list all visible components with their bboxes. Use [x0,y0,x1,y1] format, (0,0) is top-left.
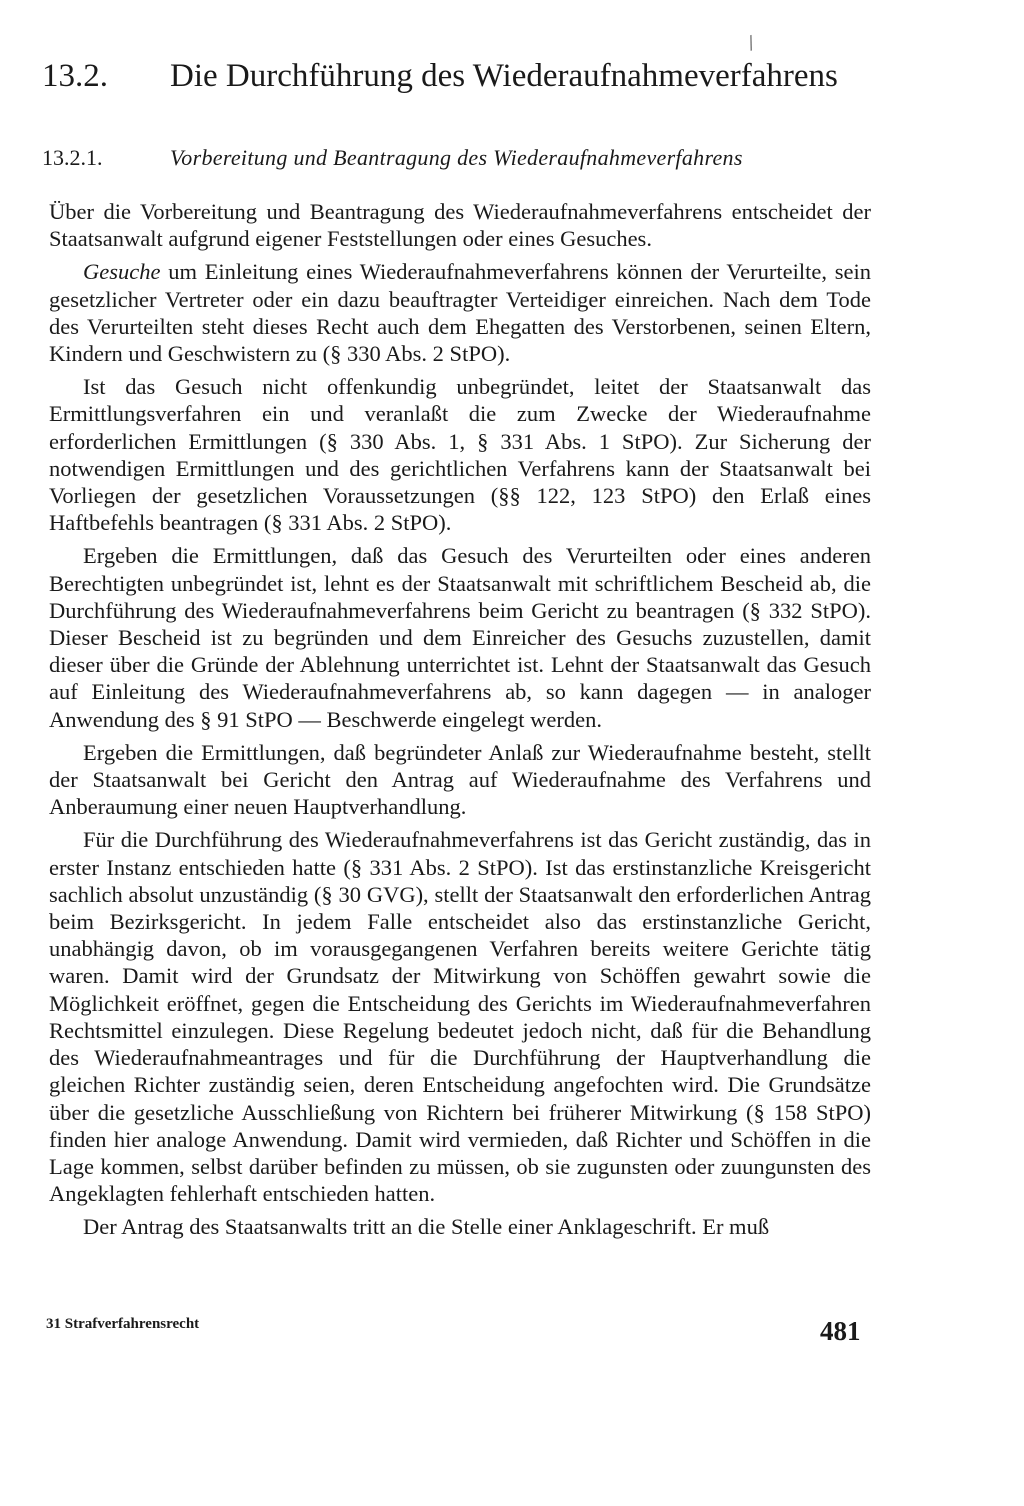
margin-mark: / [743,29,759,56]
paragraph: Ergeben die Ermittlungen, daß begründeter Anlaß zur Wiederaufnahme besteht, stellt der Staatsanwalt bei Gericht den Antrag auf Wiederaufnahme des Verfahrens und Anberaumung einer neuen Hauptverhandlung. [49,739,871,820]
emphasis: Gesuche [83,259,161,285]
paragraph: Ergeben die Ermittlungen, daß das Gesuch des Verurteilten oder eines anderen Berechtigten unbegründet ist, lehnt es der Staatsanwalt mit schriftlichem Bescheid ab, die Durchführung des Wiederaufnahmeverfahrens beim Gericht zu beantragen (§ 332 StPO). Dieser Bescheid ist zu begründen und dem Einreicher des Gesuchs zuzustellen, damit dieser über die Gründe der Ablehnung unterrichtet ist. Lehnt der Staatsanwalt das Gesuch auf Einleitung des Wiederaufnahmeverfahrens ab, so kann dagegen — in analoger Anwendung des § 91 StPO — Beschwerde eingelegt werden. [49,543,871,732]
paragraph-text: um Einleitung eines Wiederaufnahmeverfahrens können der Verurteilte, sein gesetzlicher Vertreter oder ein dazu beauftragter Verteidiger einreichen. Nach dem Tode des Verurteilten steht dieses Recht auch dem Ehegatten des Verstorbenen, seinen Eltern, Kindern und Geschwistern zu (§ 330 Abs. 2 StPO). [49,259,871,367]
paragraph [49,258,871,367]
section-number: 13.2. [42,58,108,94]
subsection-number: 13.2.1. [42,145,103,170]
paragraph: Für die Durchführung des Wiederaufnahmeverfahrens ist das Gericht zuständig, das in erster Instanz entschieden hatte (§ 331 Abs. 2 StPO). Ist das erstinstanzliche Kreisgericht sachlich absolut unzuständig (§ 30 GVG), stellt der Staatsanwalt den erforderlichen Antrag beim Bezirksgericht. In jedem Falle entscheidet also das erstinstanzliche Gericht, unabhängig davon, ob im vorausgegangenen Verfahren bereits weitere Gerichte tätig waren. Damit wird der Grundsatz der Mitwirkung von Schöffen gewahrt sowie die Möglichkeit eröffnet, gegen die Entscheidung des Gerichts im Wiederaufnahmeverfahren Rechtsmittel einzulegen. Diese Regelung bedeutet jedoch nicht, daß für die Behandlung des Wiederaufnahmeantrages und für die Durchführung der Hauptverhandlung die gleichen Richter zuständig seien, deren Entscheidung angefochten wird. Die Grundsätze über die gesetzliche Ausschließung von Richtern bei früherer Mitwirkung (§ 158 StPO) finden hier analoge Anwendung. Damit wird vermieden, daß Richter und Schöffen in die Lage kommen, selbst darüber befinden zu müssen, ob sie zugunsten oder zuungunsten des Angeklagten fehlerhaft entschieden hatten. [49,827,871,1207]
paragraph: Der Antrag des Staatsanwalts tritt an die Stelle einer Anklageschrift. Er muß [83,1214,770,1240]
section-title: Die Durchführung des Wiederaufnahmeverfahrens [170,58,838,94]
body-text [49,198,871,1247]
paragraph: Ist das Gesuch nicht offenkundig unbegründet, leitet der Staatsanwalt das Ermittlungsverfahren ein und veranlaßt die zum Zwecke der Wiederaufnahme erforderlichen Ermittlungen (§ 330 Abs. 1, § 331 Abs. 1 StPO). Zur Sicherung der notwendigen Ermittlungen und des gerichtlichen Verfahrens kann der Staatsanwalt bei Vorliegen der gesetzlichen Voraussetzungen (§§ 122, 123 StPO) den Erlaß eines Haftbefehls beantragen (§ 331 Abs. 2 StPO). [49,374,871,536]
paragraph: Über die Vorbereitung und Beantragung des Wiederaufnahmeverfahrens entscheidet der Staatsanwalt aufgrund eigener Feststellungen oder eines Gesuches. [49,199,871,252]
subsection-title: Vorbereitung und Beantragung des Wiederaufnahmeverfahrens [170,145,743,170]
footer-signature: 31 Strafverfahrensrecht [46,1316,200,1332]
page-number: 481 [820,1316,861,1346]
section-heading [42,58,942,95]
subsection-heading [42,145,942,171]
